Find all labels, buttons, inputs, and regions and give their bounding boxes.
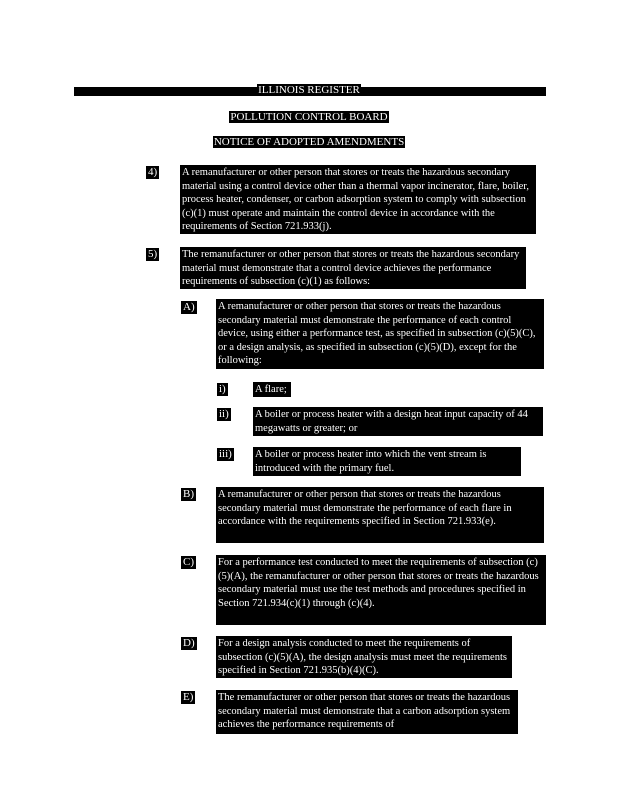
- item-label: ii): [219, 408, 229, 420]
- item-text: For a design analysis conducted to meet the requirements of subsection (c)(5)(A), the design analysis must meet the requirements specified in Section 721.935(b)(4)(C).: [216, 636, 512, 678]
- item-text: A remanufacturer or other person that stores or treats the hazardous secondary material using a control device other than a thermal vapor incinerator, flare, boiler, process heater, condenser, or carbon adsorption system to comply with subsection (c)(1) must operate and maintain the control device in accordance with the requirements of Section 721.933(j).: [180, 165, 536, 234]
- item-label: i): [219, 383, 226, 395]
- item-text: A remanufacturer or other person that stores or treats the hazardous secondary material must demonstrate the performance of each flare in accordance with the requirements specified in Section 721.933(e).: [216, 487, 544, 543]
- item-text: A boiler or process heater into which the vent stream is introduced with the primary fuel.: [253, 447, 521, 476]
- item-label: B): [183, 488, 194, 500]
- notice-title: NOTICE OF ADOPTED AMENDMENTS: [213, 136, 405, 148]
- item-label: 5): [148, 248, 158, 260]
- board-header: [0, 111, 618, 124]
- item-text: A boiler or process heater with a design heat input capacity of 44 megawatts or greater; or: [253, 407, 543, 436]
- item-text: The remanufacturer or other person that stores or treats the hazardous secondary material must demonstrate that a control device achieves the performance requirements of subsection (c)(1) as follows:: [180, 247, 526, 289]
- item-label: iii): [219, 448, 232, 460]
- item-label: 4): [148, 166, 158, 178]
- item-label: A): [183, 301, 195, 313]
- item-label: E): [183, 691, 194, 703]
- notice-header: [0, 136, 618, 149]
- item-text: For a performance test conducted to meet the requirements of subsection (c)(5)(A), the remanufacturer or other person that stores or treats the hazardous secondary material must use the test methods and procedures specified in Section 721.934(c)(1) through (c)(4).: [216, 555, 546, 625]
- item-text: A flare;: [253, 382, 291, 397]
- register-title: ILLINOIS REGISTER: [258, 84, 360, 96]
- board-title: POLLUTION CONTROL BOARD: [230, 111, 388, 123]
- item-text: The remanufacturer or other person that stores or treats the hazardous secondary material must demonstrate that a carbon adsorption system achieves the performance requirements of: [216, 690, 518, 734]
- register-header: [0, 84, 618, 97]
- item-label: C): [183, 556, 194, 568]
- item-label: D): [183, 637, 195, 649]
- item-text: A remanufacturer or other person that stores or treats the hazardous secondary material must demonstrate the performance of each control device, using either a performance test, as specified in subsection (c)(5)(C), or a design analysis, as specified in subsection (c)(5)(D), except for the following:: [216, 299, 544, 369]
